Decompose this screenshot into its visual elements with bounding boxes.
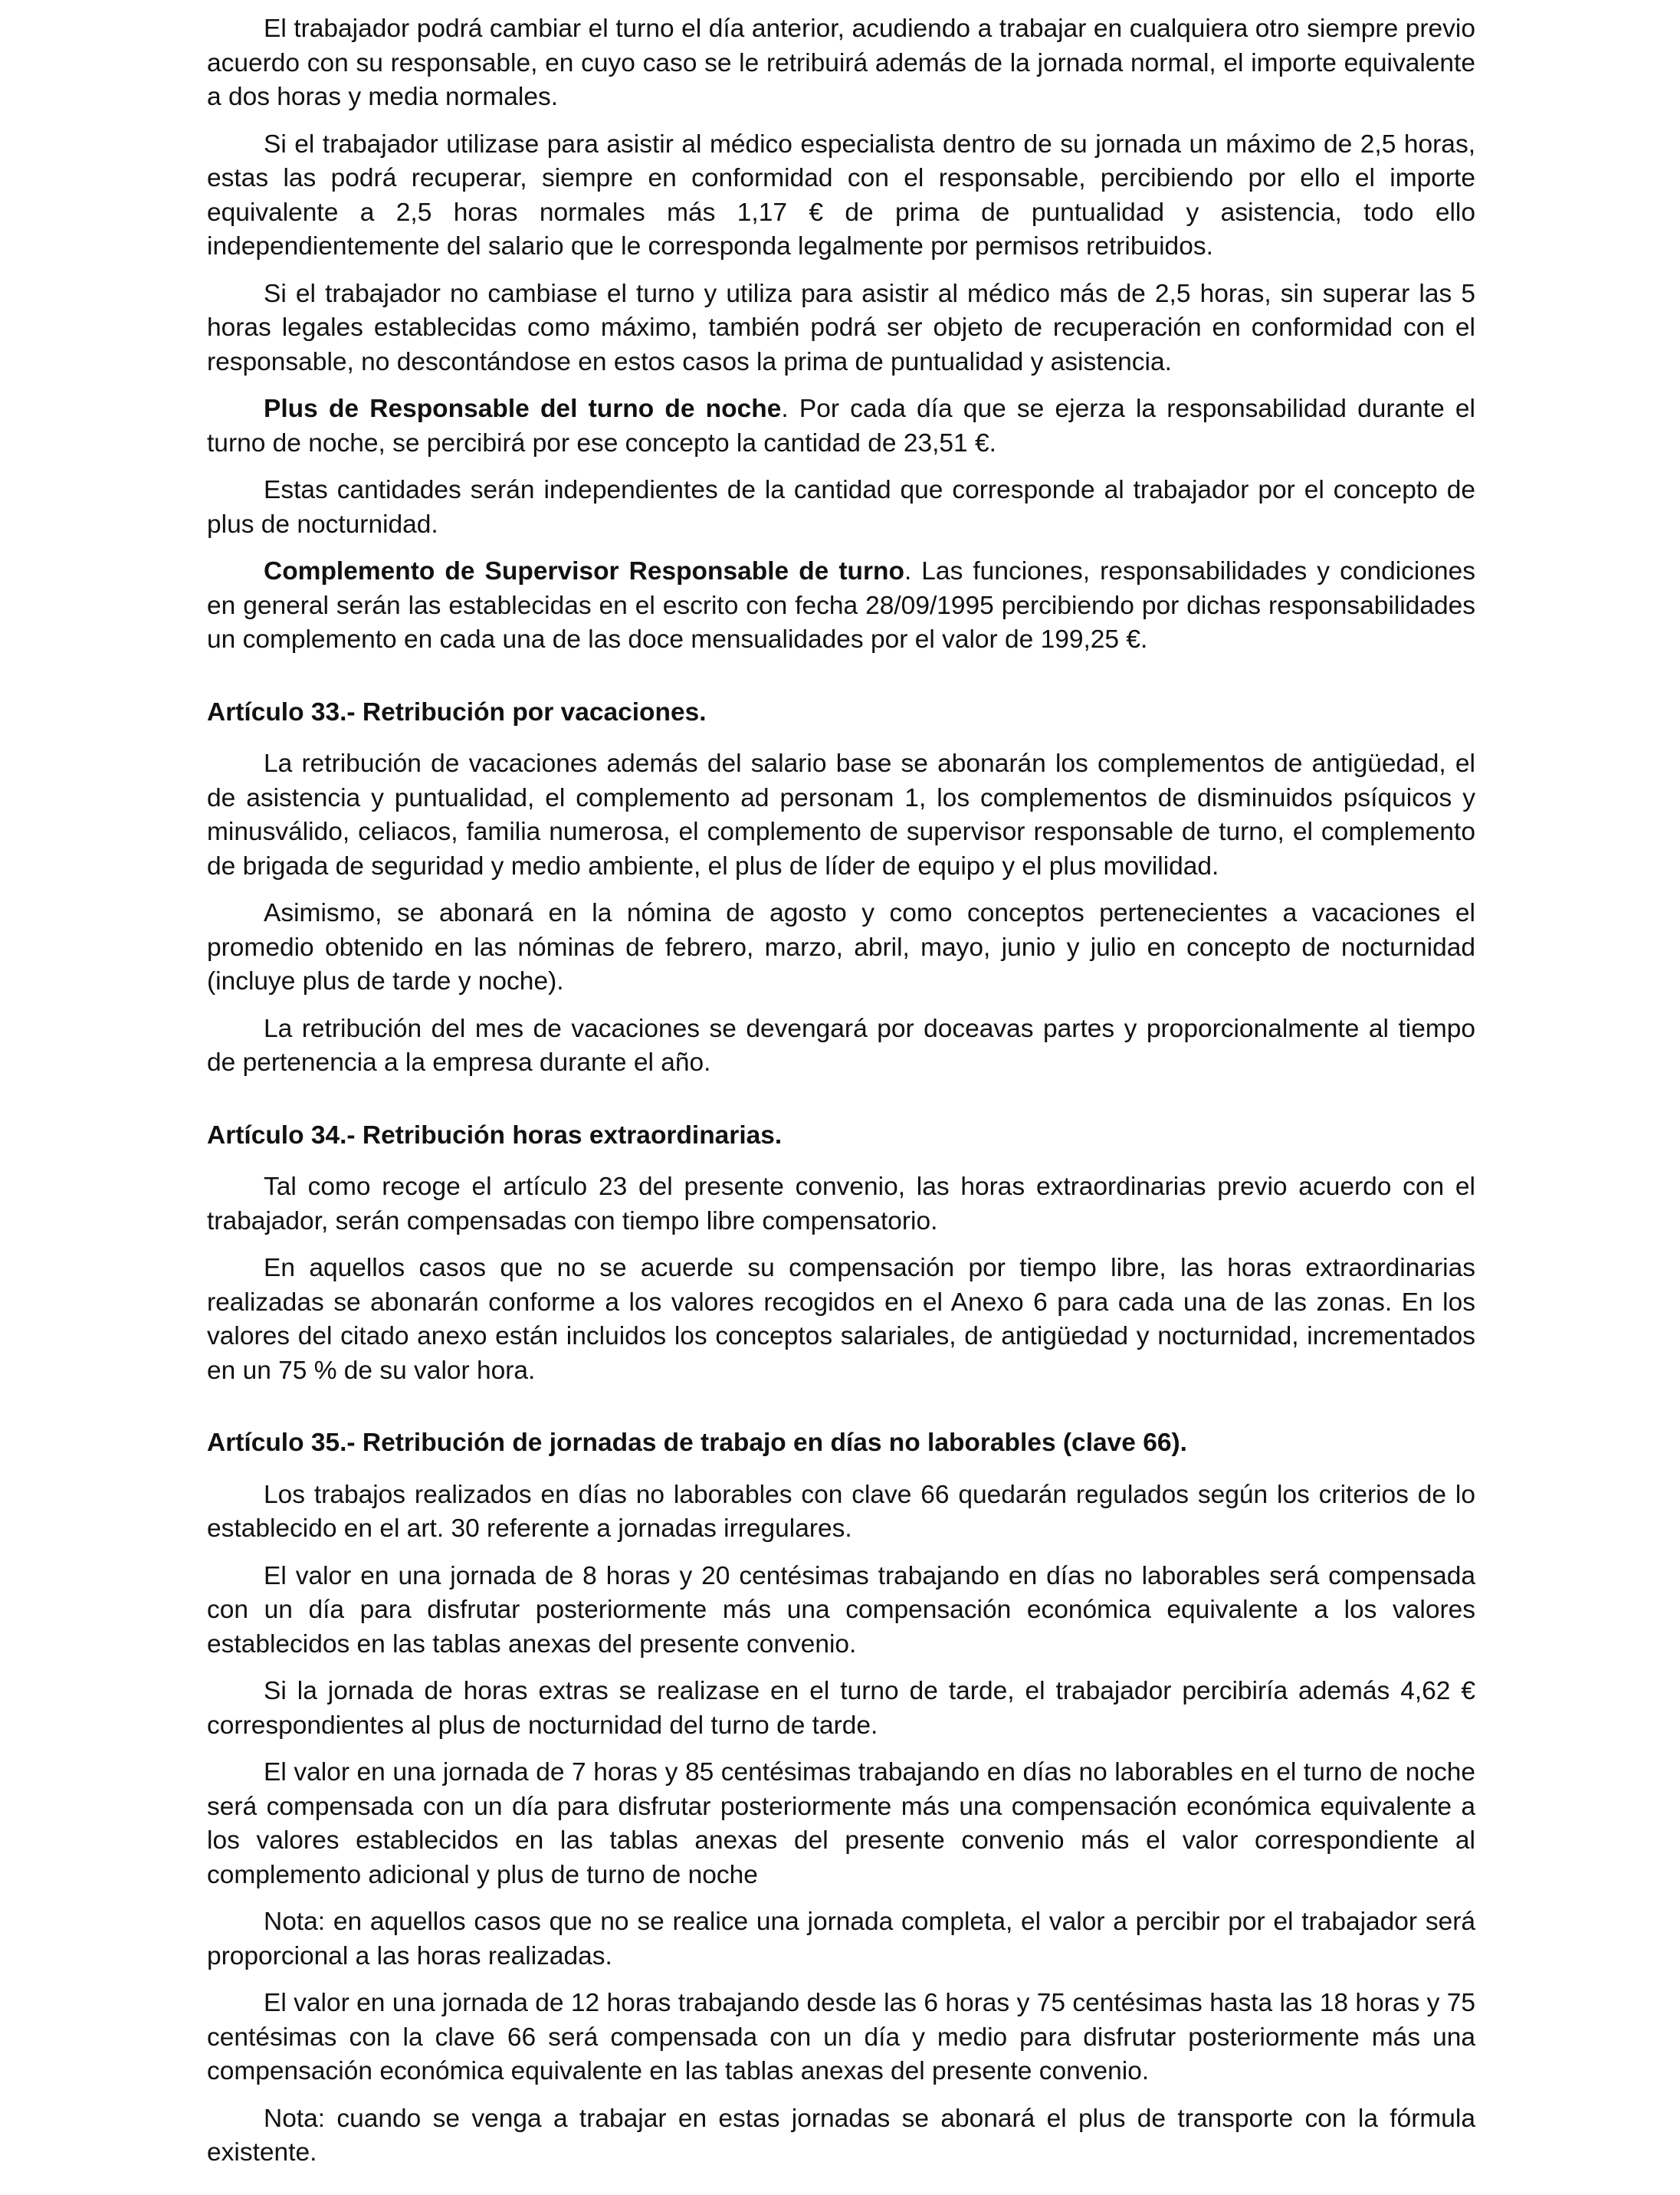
paragraph-medico-especialista: [207, 128, 1475, 264]
paragraph-nota-jornada-completa: [207, 1905, 1475, 1974]
paragraph-jornada-8-horas: [207, 1560, 1475, 1662]
paragraph-text: . Por cada día que se ejerza la responsabilidad durante el turno de noche, se percibirá por ese concepto la cantidad de 23,51 €.: [207, 395, 1476, 458]
paragraph-anexo-6: [207, 1252, 1475, 1388]
paragraph-text: Asimismo, se abonará en la nómina de agosto y como conceptos pertenecientes a vacaciones el promedio obtenido en las nóminas de febrero, marzo, abril, mayo, junio y julio en concepto de nocturnidad (incluye plus de tarde y noche).: [207, 899, 1475, 996]
paragraph-articulo-23: [207, 1170, 1475, 1239]
paragraph-complemento-supervisor: [207, 555, 1475, 658]
paragraph-text: Si la jornada de horas extras se realizase en el turno de tarde, el trabajador percibiría además 4,62 € correspondientes al plus de nocturnidad del turno de tarde.: [207, 1677, 1475, 1740]
paragraph-text: Tal como recoge el artículo 23 del presente convenio, las horas extraordinarias previo acuerdo con el trabajador, serán compensadas con tiempo libre compensatorio.: [207, 1173, 1475, 1235]
paragraph-cantidades-independientes: [207, 474, 1475, 542]
paragraph-clave-66: [207, 1478, 1475, 1547]
paragraph-text: En aquellos casos que no se acuerde su compensación por tiempo libre, las horas extraordinarias realizadas se abonarán conforme a los valores recogidos en el Anexo 6 para cada una de las zonas. En los valores del citado anexo están incluidos los conceptos salariales, de antigüedad y nocturnidad, incrementados en un 75 % de su valor hora.: [207, 1254, 1475, 1385]
paragraph-text: La retribución de vacaciones además del salario base se abonarán los complementos de antigüedad, el de asistencia y puntualidad, el complemento ad personam 1, los complementos de disminuidos psíquicos y minusválido, celiacos, familia numerosa, el complemento de supervisor responsable de turno, el complemento de brigada de seguridad y medio ambiente, el plus de líder de equipo y el plus movilidad.: [207, 750, 1475, 881]
paragraph-turno-tarde: [207, 1675, 1475, 1743]
paragraph-text: El valor en una jornada de 7 horas y 85 centésimas trabajando en días no laborables en el turno de noche será compensada con un día para disfrutar posteriormente más una compensación económica equivalente a los valores establecidos en las tablas anexas del presente convenio más el valor correspondiente al complemento adicional y plus de turno de noche: [207, 1758, 1475, 1889]
heading-articulo-33: Artículo 33.- Retribución por vacaciones.: [207, 697, 707, 727]
paragraph-doceavas-partes: [207, 1012, 1475, 1081]
heading-articulo-35: Artículo 35.- Retribución de jornadas de trabajo en días no laborables (clave 66).: [207, 1429, 1187, 1457]
paragraph-jornada-12-horas: [207, 1987, 1475, 2089]
paragraph-cambio-turno: [207, 12, 1475, 115]
paragraph-retribucion-vacaciones: [207, 747, 1475, 884]
paragraph-text: El trabajador podrá cambiar el turno el día anterior, acudiendo a trabajar en cualquiera otro siempre previo acuerdo con su responsable, en cuyo caso se le retribuirá además de la jornada normal, el importe equivalente a dos horas y media normales.: [207, 15, 1475, 111]
paragraph-text: . Las funciones, responsabilidades y condiciones en general serán las establecidas en el escrito con fecha 28/09/1995 percibiendo por dichas responsabilidades un complemento en cada una de las doce mensualidades por el valor de 199,25 €.: [207, 557, 1475, 654]
paragraph-jornada-7-horas-noche: [207, 1756, 1475, 1892]
paragraph-text: Si el trabajador no cambiase el turno y utiliza para asistir al médico más de 2,5 horas, sin superar las 5 horas legales establecidas como máximo, también podrá ser objeto de recuperación en conformidad con el responsable, no descontándose en estos casos la prima de puntualidad y asistencia.: [207, 279, 1475, 376]
paragraph-nota-plus-transporte: [207, 2102, 1475, 2170]
paragraph-text: La retribución del mes de vacaciones se devengará por doceavas partes y proporcionalmente al tiempo de pertenencia a la empresa durante el año.: [207, 1014, 1475, 1077]
paragraph-text: El valor en una jornada de 12 horas trabajando desde las 6 horas y 75 centésimas hasta las 18 horas y 75 centésimas con la clave 66 será compensada con un día y medio para disfrutar posteriormente más una compensación económica equivalente en las tablas anexas del presente convenio.: [207, 1989, 1475, 2085]
heading-articulo-34: Artículo 34.- Retribución horas extraordinarias.: [207, 1120, 783, 1150]
document-page: [207, 12, 1475, 2184]
paragraph-nomina-agosto: [207, 897, 1475, 999]
paragraph-bold-lead: Complemento de Supervisor Responsable de turno: [264, 557, 904, 586]
paragraph-text: Nota: cuando se venga a trabajar en estas jornadas se abonará el plus de transporte con la fórmula existente.: [207, 2104, 1475, 2167]
paragraph-text: Estas cantidades serán independientes de la cantidad que corresponde al trabajador por el concepto de plus de nocturnidad.: [207, 476, 1475, 539]
paragraph-bold-lead: Plus de Responsable del turno de noche: [264, 395, 782, 423]
paragraph-text: El valor en una jornada de 8 horas y 20 centésimas trabajando en días no laborables será compensada con un día para disfrutar posteriormente más una compensación económica equivalente a los valores establecidos en las tablas anexas del presente convenio.: [207, 1561, 1475, 1659]
paragraph-text: Si el trabajador utilizase para asistir al médico especialista dentro de su jornada un máximo de 2,5 horas, estas las podrá recuperar, siempre en conformidad con el responsable, percibiendo por ello el importe equivalente a 2,5 horas normales más 1,17 € de prima de puntualidad y asistencia, todo ello independientemente del salario que le corresponda legalmente por permisos retribuidos.: [207, 130, 1475, 261]
paragraph-text: Los trabajos realizados en días no laborables con clave 66 quedarán regulados según los criterios de lo establecido en el art. 30 referente a jornadas irregulares.: [207, 1480, 1475, 1543]
paragraph-medico-mas-horas: [207, 277, 1475, 380]
paragraph-plus-responsable-noche: [207, 392, 1475, 461]
paragraph-text: Nota: en aquellos casos que no se realice una jornada completa, el valor a percibir por el trabajador será proporcional a las horas realizadas.: [207, 1908, 1475, 1970]
